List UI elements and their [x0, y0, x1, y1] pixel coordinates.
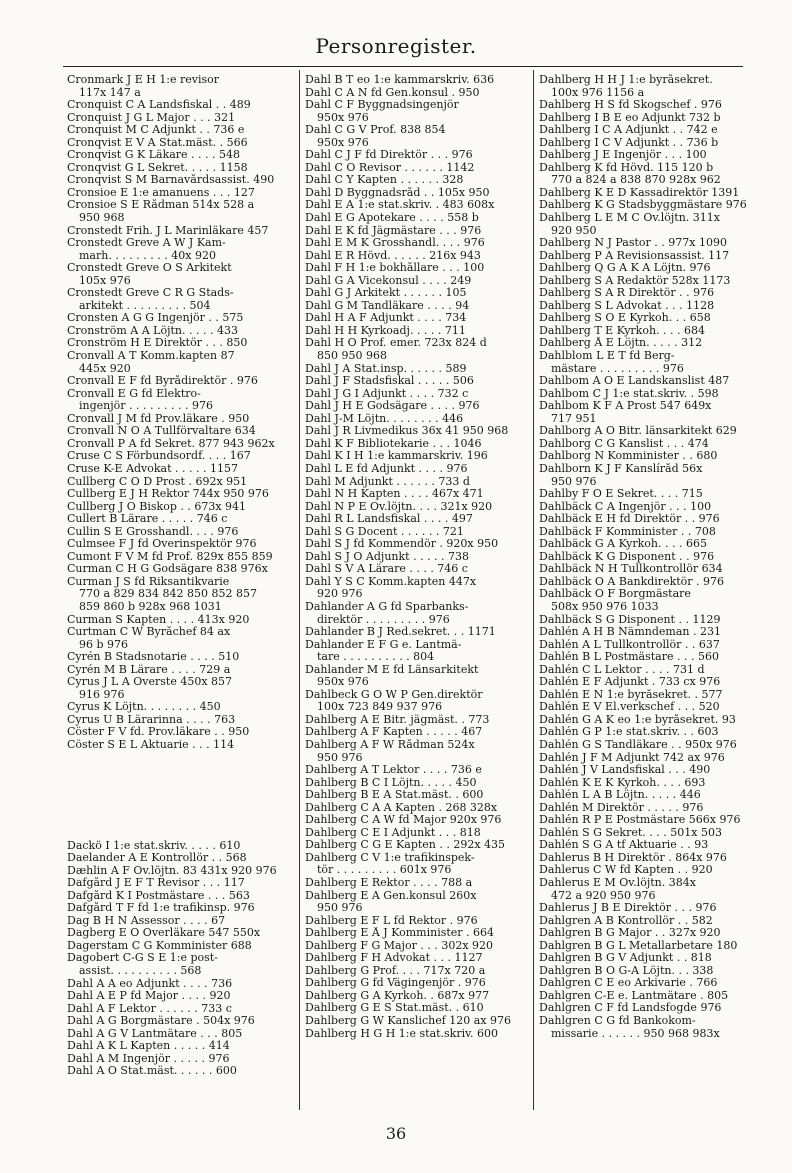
- register-entry: Cullin S E Grosshandl. . . . 976: [67, 525, 239, 538]
- register-entry: Dahlén G A K eo 1:e byråsekret. 93: [539, 713, 736, 726]
- register-entry: Daelander A E Kontrollör . . 568: [67, 852, 247, 865]
- register-entry-continuation: 950 968: [79, 212, 125, 225]
- register-entry-continuation: 859 860 b 928x 968 1031: [79, 600, 222, 613]
- register-entry: Dahlberg E F L fd Rektor . 976: [305, 914, 478, 927]
- column-divider: [299, 70, 300, 1110]
- register-entry: Dag B H N Assessor . . . . 67: [67, 914, 226, 927]
- register-entry: Culmsee F J fd Överinspektör 976: [67, 538, 257, 551]
- register-entry: Dahlberg P A Revisionsassist. 117: [539, 249, 730, 262]
- register-entry-continuation: 472 a 920 950 976: [551, 889, 656, 902]
- register-entry: Curman S Kapten . . . . 413x 920: [67, 613, 250, 626]
- register-entry: Dahlén E V El.verkschef . . . 520: [539, 701, 720, 714]
- register-entry: Dahl L E fd Adjunkt . . . . 976: [305, 462, 468, 475]
- register-entry-continuation: 920 976: [317, 588, 363, 601]
- register-entry: Cronvall A T Komm.kapten 87: [67, 350, 235, 363]
- register-entry: Dahlén A H B Nämndeman . 231: [539, 626, 721, 639]
- register-entry: Dahlberg I B E eo Adjunkt 732 b: [539, 111, 721, 124]
- register-entry: Dahlberg H G H 1:e stat.skriv. 600: [305, 1027, 499, 1040]
- register-entry: Dagberg E O Överläkare 547 550x: [67, 927, 261, 940]
- register-entry: Dahl N H Kapten . . . . 467x 471: [305, 488, 484, 501]
- register-entry-continuation: ingenjör . . . . . . . . . 976: [79, 400, 213, 413]
- register-entry: Dahlander M E fd Länsarkitekt: [305, 663, 479, 676]
- register-entry: Dahlgren C F fd Landsfogde 976: [539, 1002, 722, 1015]
- register-entry: Cullberg E J H Rektor 744x 950 976: [67, 488, 269, 501]
- register-entry: Cronsioe E 1:e amanuens . . . 127: [67, 186, 255, 199]
- register-entry: Dahlberg E Å J Komminister . 664: [305, 927, 495, 940]
- register-entry: Dahl E K fd Jägmästare . . . 976: [305, 224, 482, 237]
- register-entry: Dahl A E P fd Major . . . . 920: [67, 990, 231, 1003]
- register-entry: Dahlberg K fd Hövd. 115 120 b: [539, 161, 714, 174]
- register-entry: Cronvall P A fd Sekret. 877 943 962x: [67, 437, 275, 450]
- register-entry: Dahl S J O Adjunkt . . . . . 738: [305, 550, 470, 563]
- register-entry: Dahlborn K J F Kanslíråd 56x: [539, 462, 703, 475]
- register-entry: Dahlborg N Komminister . . 680: [539, 450, 718, 463]
- register-entry: Dahl E M K Grosshandl. . . . 976: [305, 237, 485, 250]
- register-entry: Cullberg C O D Prost . 692x 951: [67, 475, 248, 488]
- register-entry: Dahlberg E Rektor . . . . 788 a: [305, 877, 473, 889]
- register-entry: Dahl B T eo 1:e kammarskriv. 636: [305, 74, 495, 86]
- register-entry: Dahlberg C A W fd Major 920x 976: [305, 814, 502, 827]
- register-entry: Dahlberg C V 1:e trafikinspek-: [305, 851, 475, 864]
- register-column-2: [305, 74, 527, 1040]
- register-entry: Dahlberg I C V Adjunkt . . 736 b: [539, 136, 719, 149]
- register-entry: Cronqvist G L Sekret. . . . . 1158: [67, 161, 248, 174]
- register-entry: Dackö I 1:e stat.skriv. . . . . 610: [67, 839, 241, 852]
- register-entry: Cronvall E F fd Byrådirektör . 976: [67, 375, 258, 388]
- register-entry-continuation: marh. . . . . . . . . 40x 920: [79, 249, 216, 262]
- register-entry: Dafgård J E F T Revisor . . . 117: [67, 877, 245, 890]
- register-entry-continuation: 950 976: [551, 475, 597, 488]
- register-entry: Dahlander E F G e. Lantmä-: [305, 638, 462, 651]
- register-column-1: [67, 74, 289, 1078]
- register-entry: Dahlén R P E Postmästare 566x 976: [539, 814, 741, 827]
- register-entry: Dahl A F Lektor . . . . . . 733 c: [67, 1002, 232, 1015]
- register-entry: Cöster F V fd. Prov.läkare . . 950: [67, 726, 250, 739]
- register-entry: Dahlgren C E eo Arkivarie . 766: [539, 977, 718, 990]
- register-entry: Dahlberg S A R Direktör . . 976: [539, 287, 715, 300]
- register-entry: Cöster S E L Aktuarie . . . 114: [67, 738, 235, 751]
- register-entry: Dahlberg C G E Kapten . . 292x 435: [305, 839, 506, 852]
- register-entry: Dahlén S G Sekret. . . . 501x 503: [539, 826, 722, 839]
- register-entry: Dahl R L Landsfiskal . . . . 497: [305, 513, 473, 526]
- register-entry: Dahlbäck N H Tullkontrollör 634: [539, 563, 723, 576]
- register-entry: Dahlberg F G Major . . . 302x 920: [305, 939, 494, 952]
- register-entry: Dahlén B L Postmästare . . . 560: [539, 651, 719, 664]
- register-entry: Dahlberg S O E Kyrkoh. . . 658: [539, 312, 711, 325]
- register-entry: Dahlberg J E Ingenjör . . . 100: [539, 149, 707, 162]
- register-entry-continuation: 100x 723 849 937 976: [317, 701, 443, 714]
- register-entry: Cronqvist G K Läkare . . . . 548: [67, 149, 241, 162]
- section-gap: [67, 752, 289, 840]
- register-entry: Cronvall N O A Tullförvaltare 634: [67, 425, 256, 438]
- register-entry: Cyrén M B Lärare . . . . 729 a: [67, 663, 231, 676]
- register-entry: Dahlborg C G Kanslist . . . 474: [539, 437, 709, 450]
- register-entry-continuation: 950x 976: [317, 676, 369, 689]
- register-entry: Dahl F H 1:e bokhållare . . . 100: [305, 262, 485, 275]
- register-entry: Cronqvist S M Barnavårdsassist. 490: [67, 174, 275, 187]
- register-entry: Dahlberg G A Kyrkoh. . 687x 977: [305, 989, 490, 1002]
- register-entry: Dahlén M Direktör . . . . . 976: [539, 801, 704, 814]
- register-entry: Cronvall E G fd Elektro-: [67, 387, 201, 400]
- register-entry-continuation: 508x 950 976 1033: [551, 600, 659, 613]
- register-entry: Dahlby F O E Sekret. . . . 715: [539, 488, 703, 501]
- register-entry-continuation: 850 950 968: [317, 350, 387, 363]
- register-entry-continuation: 950x 976: [317, 111, 369, 124]
- register-entry: Dahl D Byggnadsråd . . 105x 950: [305, 186, 490, 199]
- register-entry: Dahl K F Bibliotekarie . . . 1046: [305, 437, 482, 450]
- register-entry-continuation: 100x 976 1156 a: [551, 86, 645, 99]
- register-entry: Cruse K-E Advokat . . . . . 1157: [67, 462, 238, 475]
- page-title: Personregister.: [315, 34, 477, 58]
- register-entry: Dahl G A Vicekonsul . . . . 249: [305, 274, 472, 287]
- register-entry: Dahlén K E K Kyrkoh. . . . 693: [539, 776, 706, 789]
- register-entry: Dahl C O Revisor . . . . . . 1142: [305, 161, 475, 174]
- register-entry: Dahlander A G fd Sparbanks-: [305, 600, 469, 613]
- register-entry: Dahlbäck O A Bankdirektör . 976: [539, 575, 725, 588]
- register-entry: Dahl E G Apotekare . . . . 558 b: [305, 212, 479, 225]
- register-entry: Dahlbom A O E Landskanslist 487: [539, 375, 730, 388]
- register-entry: Dahlgren B G L Metallarbetare 180: [539, 939, 738, 952]
- register-entry: Curtman C W Byråchef 84 ax: [67, 626, 231, 639]
- register-entry-continuation: 916 976: [79, 688, 125, 701]
- register-entry: Dahlén J F M Adjunkt 742 ax 976: [539, 751, 725, 764]
- register-entry: Dahl N P E Öv.löjtn. . . . 321x 920: [305, 500, 493, 513]
- register-entry: Dahlberg H S fd Skogschef . 976: [539, 99, 722, 112]
- register-entry: Dahlberg C E I Adjunkt . . . 818: [305, 826, 481, 839]
- register-entry: Cyrus K Löjtn. . . . . . . . 450: [67, 701, 221, 714]
- register-entry-continuation: 950 976: [317, 902, 363, 915]
- register-column-3: [539, 74, 761, 1040]
- register-entry: Dahlén J V Landsfiskal . . . 490: [539, 764, 711, 777]
- register-entry: Dahl C F Byggnadsingenjör: [305, 99, 459, 112]
- register-entry: Dahlén L A B Löjtn. . . . . 446: [539, 789, 701, 802]
- register-entry: Dahlén S G A tf Aktuarie . . 93: [539, 839, 709, 852]
- register-entry: Cronqvist E V A Stat.mäst. . 566: [67, 136, 248, 149]
- register-entry: Dahlén E F Adjunkt . 733 cx 976: [539, 676, 721, 689]
- register-entry: Dahlbäck E H fd Direktör . . 976: [539, 513, 720, 526]
- register-entry: Dahlberg B C I Löjtn. . . . . 450: [305, 776, 477, 789]
- register-entry: Cruse C S Förbundsordf. . . . 167: [67, 450, 251, 463]
- register-entry: Dahlberg I C A Adjunkt . . 742 e: [539, 124, 718, 137]
- register-entry: Dahl C Y Kapten . . . . . . 328: [305, 174, 464, 187]
- register-entry: Cumont F V M fd Prof. 829x 855 859: [67, 550, 273, 563]
- register-entry: Dahlbäck O F Borgmästare: [539, 588, 691, 601]
- register-entry: Dahlbeck G O W P Gen.direktör: [305, 688, 483, 701]
- register-entry: Dahl E A 1:e stat.skriv. . 483 608x: [305, 199, 495, 212]
- register-entry-continuation: tare . . . . . . . . . . 804: [317, 651, 435, 664]
- register-entry: Dahl C A N fd Gen.konsul . 950: [305, 86, 480, 99]
- register-entry: Dahl A A eo Adjunkt . . . . 736: [67, 977, 233, 990]
- register-entry: Dahl J R Livmedikus 36x 41 950 968: [305, 425, 509, 438]
- register-entry: Dahl A K L Kapten . . . . . 414: [67, 1040, 230, 1053]
- register-entry-continuation: missarie . . . . . . 950 968 983x: [551, 1027, 720, 1040]
- register-entry: Dahlberg N J Pastor . . 977x 1090: [539, 237, 727, 250]
- register-entry: Dahlgren C G fd Bankokom-: [539, 1015, 696, 1028]
- register-entry: Dahl J G I Adjunkt . . . . 732 c: [305, 387, 469, 400]
- register-entry: Dahlgren B G V Adjunkt . . 818: [539, 952, 712, 965]
- register-entry: Cronquist C A Landsfiskal . . 489: [67, 99, 251, 112]
- register-entry: Dahl A O Stat.mäst. . . . . . 600: [67, 1065, 237, 1078]
- register-entry: Dahlerus J B E Direktör . . . 976: [539, 902, 717, 915]
- register-entry: Dahlbom K F A Prost 547 649x: [539, 400, 712, 413]
- register-entry: Dahlén A L Tullkontrollör . . 637: [539, 638, 720, 651]
- register-entry: Dahl H H Kyrkoadj. . . . . 711: [305, 324, 466, 337]
- register-entry-continuation: 96 b 976: [79, 638, 129, 651]
- register-entry: Dahlbäck S G Disponent . . 1129: [539, 613, 721, 626]
- register-entry: Cronstedt Frih. J L Marinläkare 457: [67, 224, 269, 237]
- register-entry: Dahlén G P 1:e stat.skriv. . . 603: [539, 726, 719, 739]
- register-entry: Dahlberg F H Advokat . . . 1127: [305, 952, 483, 965]
- register-entry: Dahlberg G Prof. . . . 717x 720 a: [305, 964, 486, 977]
- register-entry-continuation: tör . . . . . . . . . 601x 976: [317, 864, 452, 877]
- register-entry-continuation: 445x 920: [79, 362, 131, 375]
- register-entry: Dahlberg G fd Vägingenjör . 976: [305, 977, 486, 990]
- register-entry: Curman C H G Godsägare 838 976x: [67, 563, 268, 576]
- register-entry: Dahl K I H 1:e kammarskriv. 196: [305, 450, 488, 463]
- register-entry: Cronsioe S E Rådman 514x 528 a: [67, 199, 255, 212]
- register-entry: Dahlberg A F Kapten . . . . . 467: [305, 726, 483, 739]
- register-entry-continuation: 920 950: [551, 224, 597, 237]
- register-entry: Dafgård T F fd 1:e trafikinsp. 976: [67, 902, 255, 915]
- register-entry: Dahlberg K G Stadsbyggmästare 976: [539, 199, 747, 212]
- register-entry: Dahl A G Borgmästare . 504x 976: [67, 1015, 255, 1028]
- register-entry: Dahl A M Ingenjör . . . . . 976: [67, 1052, 230, 1065]
- register-entry-continuation: assist. . . . . . . . . . 568: [79, 965, 202, 977]
- register-entry: Cronquist J G L Major . . . 321: [67, 111, 236, 124]
- register-entry: Dahlberg S A Redaktör 528x 1173: [539, 274, 731, 287]
- register-entry: Dahlbäck K G Disponent . . 976: [539, 550, 715, 563]
- register-entry: Dahl J A Stat.insp. . . . . . 589: [305, 362, 467, 375]
- column-divider: [533, 70, 534, 1110]
- register-entry: Dahl H A F Adjunkt . . . . 734: [305, 312, 467, 325]
- register-entry: Dahlén E N 1:e byråsekret. . 577: [539, 688, 723, 701]
- register-entry: Dahlberg H H J 1:e byråsekret.: [539, 74, 713, 86]
- register-entry: Cronstedt Greve C R G Stads-: [67, 287, 234, 300]
- register-entry: Dahl C J F fd Direktör . . . 976: [305, 149, 473, 162]
- register-entry: Dahl S J fd Kommendör . 920x 950: [305, 538, 499, 551]
- register-entry-continuation: 717 951: [551, 412, 597, 425]
- register-entry: Cronmark J E H 1:e revisor: [67, 74, 220, 86]
- register-entry: Cronström A A Löjtn. . . . . 433: [67, 324, 238, 337]
- register-entry: Dahlberg K E D Kassadirektör 1391: [539, 186, 740, 199]
- register-entry: Dahlgren B G Major . . 327x 920: [539, 927, 721, 940]
- register-entry-continuation: mästare . . . . . . . . . 976: [551, 362, 684, 375]
- register-entry: Dahlberg B E A Stat.mäst. . 600: [305, 789, 484, 802]
- register-entry: Dahl E R Hövd. . . . . . 216x 943: [305, 249, 481, 262]
- register-entry: Cronsten A G G Ingenjör . . 575: [67, 312, 244, 325]
- register-entry: Dahl C G V Prof. 838 854: [305, 124, 446, 137]
- register-entry: Dahlberg A F W Rådman 524x: [305, 738, 475, 751]
- register-entry: Dahl S V A Lärare . . . . 746 c: [305, 563, 468, 576]
- register-entry: Dafgård K I Postmästare . . . 563: [67, 889, 250, 902]
- register-entry: Cyrus J L A Överste 450x 857: [67, 676, 233, 689]
- register-entry: Cyrén B Stadsnotarie . . . . 510: [67, 651, 240, 664]
- register-entry: Dahl H O Prof. emer. 723x 824 d: [305, 337, 487, 350]
- register-entry: Dahlbäck C A Ingenjör . . . 100: [539, 500, 712, 513]
- register-entry: Dahlberg A T Lektor . . . . 736 e: [305, 764, 482, 777]
- register-entry: Dahl Y S C Komm.kapten 447x: [305, 575, 477, 588]
- register-entry: Dahlgren C-E e. Lantmätare . 805: [539, 989, 729, 1002]
- register-entry: Cronström H E Direktör . . . 850: [67, 337, 248, 350]
- register-entry: Dahlander B J Red.sekret. . . 1171: [305, 626, 496, 639]
- register-entry-continuation: direktör . . . . . . . . . 976: [317, 613, 450, 626]
- register-entry: Dahlberg G E S Stat.mäst. . 610: [305, 1002, 484, 1015]
- register-entry: Dahlberg T E Kyrkoh. . . . 684: [539, 324, 706, 337]
- register-entry: Cyrus U B Lärarinna . . . . 763: [67, 713, 236, 726]
- register-entry: Dahlbom C J 1:e stat.skriv. . 598: [539, 387, 719, 400]
- register-entry: Dagobert C-G S E 1:e post-: [67, 952, 218, 965]
- register-entry: Dahl S G Docent . . . . . . 721: [305, 525, 464, 538]
- register-entry-continuation: 950 976: [317, 751, 363, 764]
- register-entry: Dahlgren A B Kontrollör . . 582: [539, 914, 713, 927]
- register-entry: Dahl M Adjunkt . . . . . . 733 d: [305, 475, 470, 488]
- register-entry: Cronstedt Greve A W J Kam-: [67, 237, 226, 250]
- register-entry: Dahlberg L E M C Öv.löjtn. 311x: [539, 212, 721, 225]
- register-entry: Dahl G J Arkitekt . . . . . . 105: [305, 287, 467, 300]
- register-entry: Dahlberg Å E Löjtn. . . . . 312: [539, 337, 703, 350]
- register-entry: Dahlerus B H Direktör . 864x 976: [539, 851, 727, 864]
- register-entry-continuation: 105x 976: [79, 274, 131, 287]
- register-entry: Cronstedt Greve O S Arkitekt: [67, 262, 232, 275]
- register-entry: Dagerstam C G Komminister 688: [67, 939, 252, 952]
- register-entry: Dahlén G S Tandläkare . . 950x 976: [539, 738, 737, 751]
- register-entry-continuation: 770 a 824 a 838 870 928x 962: [551, 174, 721, 187]
- register-entry: Dahlberg Q G A K A Löjtn. 976: [539, 262, 711, 275]
- register-entry: Dahlberg E A Gen.konsul 260x: [305, 889, 477, 902]
- register-entry: Dahlén C L Lektor . . . . 731 d: [539, 663, 705, 676]
- register-entry-continuation: 950x 976: [317, 136, 369, 149]
- register-entry: Cullberg J O Biskop . . 673x 941: [67, 500, 247, 513]
- register-entry: Cronquist M C Adjunkt . . 736 e: [67, 124, 245, 137]
- register-entry: Dahlgren B O G-A Löjtn. . . 338: [539, 964, 714, 977]
- register-entry-continuation: 770 a 829 834 842 850 852 857: [79, 588, 258, 601]
- register-entry: Dahlborg A O Bitr. länsarkitekt 629: [539, 425, 737, 438]
- header-rule: [63, 66, 743, 67]
- register-entry: Dahl J-M Löjtn. . . . . . . . 446: [305, 412, 464, 425]
- register-entry: Dahl J F Stadsfiskal . . . . . 506: [305, 375, 474, 388]
- register-entry: Curman J S fd Riksantikvarie: [67, 575, 230, 588]
- register-entry: Dahlberg A E Bitr. jägmäst. . 773: [305, 713, 490, 726]
- register-entry: Dahl A G V Lantmätare . . . 805: [67, 1027, 243, 1040]
- register-entry: Cullert B Lärare . . . . . 746 c: [67, 513, 228, 526]
- register-entry-continuation: arkitekt . . . . . . . . . 504: [79, 299, 211, 312]
- register-entry: Dahlerus C W fd Kapten . . 920: [539, 864, 713, 877]
- page-number: 36: [385, 1124, 407, 1143]
- register-entry: Dahlbäck G A Kyrkoh. . . . 665: [539, 538, 707, 551]
- register-entry: Dahlblom L E T fd Berg-: [539, 350, 675, 363]
- register-entry: Dahl J H E Godsägare . . . . 976: [305, 400, 480, 413]
- register-entry-continuation: 117x 147 a: [79, 86, 141, 99]
- register-entry: Dahlberg C A A Kapten . 268 328x: [305, 801, 498, 814]
- register-entry: Dæhlin A F Öv.löjtn. 83 431x 920 976: [67, 864, 277, 877]
- register-entry: Dahlerus E M Öv.löjtn. 384x: [539, 877, 696, 889]
- register-entry: Dahl G M Tandläkare . . . . 94: [305, 299, 470, 312]
- register-entry: Cronvall J M fd Prov.läkare . 950: [67, 412, 250, 425]
- register-entry: Dahlberg S L Advokat . . . 1128: [539, 299, 715, 312]
- register-entry: Dahlbäck F Komminister . . 708: [539, 525, 716, 538]
- register-entry: Dahlberg G W Kanslichef 120 ax 976: [305, 1015, 512, 1028]
